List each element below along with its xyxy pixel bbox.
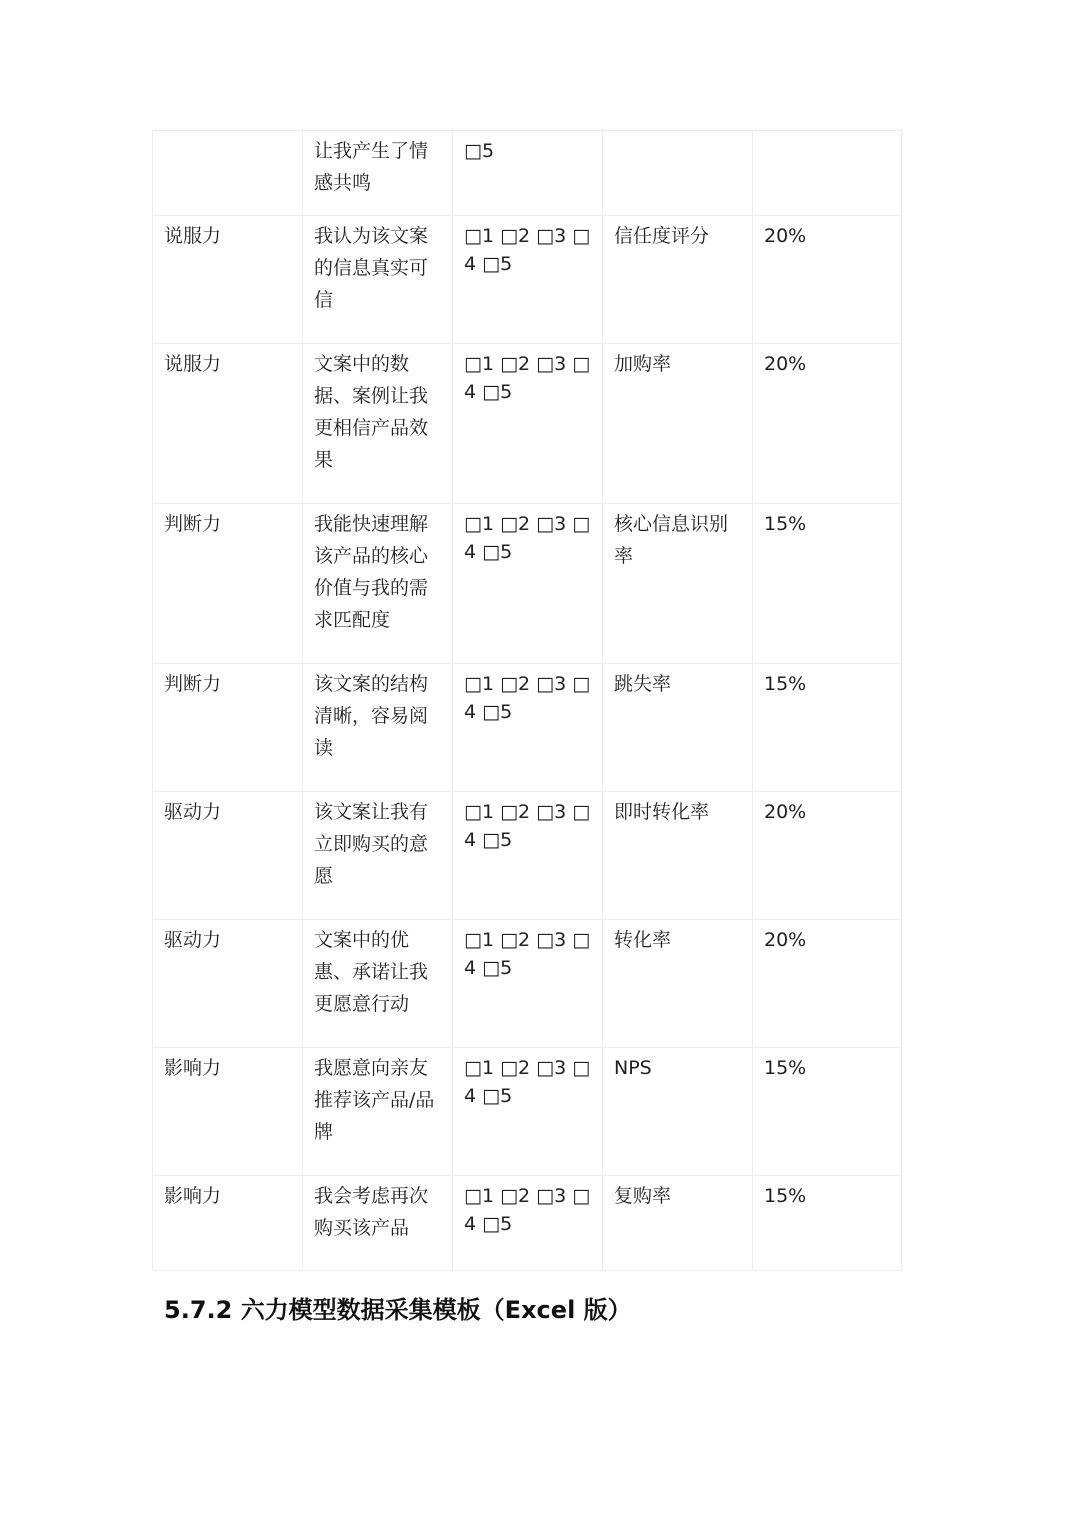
rating-scale: □1 □2 □3 □4 □5 [464,1185,591,1235]
metric-cell: 核心信息识别率 [603,504,753,664]
rating-scale: □1 □2 □3 □4 □5 [464,673,591,723]
survey-table [152,130,902,1271]
weight-cell [753,131,902,216]
weight-cell: 20% [753,920,902,1048]
weight-cell: 20% [753,792,902,920]
table-row [153,920,902,1048]
metric-cell: NPS [603,1048,753,1176]
metric-cell: 即时转化率 [603,792,753,920]
section-heading: 5.7.2 六力模型数据采集模板（Excel 版） [164,1296,632,1324]
dimension-cell: 判断力 [153,664,303,792]
question-cell: 我会考虑再次购买该产品 [303,1176,453,1271]
rating-scale: □1 □2 □3 □4 □5 [464,1057,591,1107]
question-cell: 我认为该文案的信息真实可信 [303,216,453,344]
scale-cell [453,1176,603,1271]
dimension-cell: 说服力 [153,344,303,504]
scale-cell [453,664,603,792]
question-cell: 该文案的结构清晰，容易阅读 [303,664,453,792]
dimension-cell: 判断力 [153,504,303,664]
dimension-cell: 驱动力 [153,920,303,1048]
dimension-cell [153,131,303,216]
scale-cell [453,216,603,344]
rating-scale: □1 □2 □3 □4 □5 [464,225,591,275]
question-cell: 我愿意向亲友推荐该产品/品牌 [303,1048,453,1176]
table-row [153,344,902,504]
table-row [153,504,902,664]
dimension-cell: 说服力 [153,216,303,344]
question-cell: 该文案让我有立即购买的意愿 [303,792,453,920]
rating-scale: □1 □2 □3 □4 □5 [464,513,591,563]
dimension-cell: 影响力 [153,1048,303,1176]
metric-cell: 加购率 [603,344,753,504]
weight-cell: 15% [753,504,902,664]
rating-scale: □1 □2 □3 □4 □5 [464,801,591,851]
weight-cell: 20% [753,344,902,504]
rating-scale: □1 □2 □3 □4 □5 [464,929,591,979]
table-row [153,792,902,920]
scale-cell [453,504,603,664]
rating-scale: □1 □2 □3 □4 □5 [464,353,591,403]
weight-cell: 20% [753,216,902,344]
dimension-cell: 影响力 [153,1176,303,1271]
table-row [153,216,902,344]
question-cell: 文案中的数据、案例让我更相信产品效果 [303,344,453,504]
table-row [153,664,902,792]
weight-cell: 15% [753,1048,902,1176]
table-row [153,131,902,216]
question-cell: 让我产生了情感共鸣 [303,131,453,216]
question-cell: 文案中的优惠、承诺让我更愿意行动 [303,920,453,1048]
weight-cell: 15% [753,664,902,792]
metric-cell [603,131,753,216]
scale-cell [453,920,603,1048]
metric-cell: 转化率 [603,920,753,1048]
table-row [153,1048,902,1176]
question-cell: 我能快速理解该产品的核心价值与我的需求匹配度 [303,504,453,664]
scale-cell [453,1048,603,1176]
metric-cell: 复购率 [603,1176,753,1271]
scale-cell [453,344,603,504]
metric-cell: 跳失率 [603,664,753,792]
weight-cell: 15% [753,1176,902,1271]
table-row [153,1176,902,1271]
scale-cell [453,792,603,920]
metric-cell: 信任度评分 [603,216,753,344]
dimension-cell: 驱动力 [153,792,303,920]
scale-cell [453,131,603,216]
rating-scale: □5 [464,140,495,162]
